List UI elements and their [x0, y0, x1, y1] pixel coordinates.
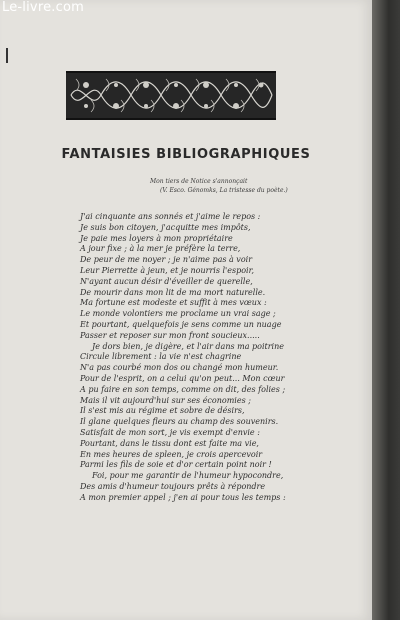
epigraph-line: (V. Esco. Génomks, La tristesse du poète.) — [160, 187, 288, 194]
poem-line: Le monde volontiers me proclame un vrai sage ; — [80, 309, 276, 319]
decorative-header-ornament — [66, 71, 276, 120]
poem-line: Satisfait de mon sort, je vis exempt d'envie : — [80, 427, 260, 437]
poem-line: En mes heures de spleen, je crois apercevoir — [80, 449, 263, 459]
epigraph — [150, 177, 288, 195]
poem-line: Parmi les fils de soie et d'or certain point noir ! — [80, 460, 272, 470]
poem-line: A mon premier appel ; j'en ai pour tous les temps : — [80, 492, 286, 502]
poem-body — [80, 212, 286, 504]
poem-line: Leur Pierrette à jeun, et je nourris l'espoir, — [80, 265, 255, 275]
poem-line: Pourtant, dans le tissu dont est faite ma vie, — [80, 438, 259, 448]
poem-line: N'a pas courbé mon dos ou changé mon humeur. — [80, 363, 279, 373]
poem-line: Et pourtant, quelquefois je sens comme un nuage — [80, 319, 282, 329]
poem-line: Je suis bon citoyen, j'acquitte mes impôts, — [80, 222, 251, 232]
poem-line: De peur de me noyer ; je n'aime pas à voir — [80, 255, 253, 265]
poem-line: J'ai cinquante ans sonnés et j'aime le repos : — [80, 212, 261, 221]
watermark: Le-livre.com — [2, 0, 84, 15]
epigraph-line: Mon tiers de Notice s'annonçait — [150, 178, 248, 185]
poem-line: Je dors bien, je digère, et l'air dans ma poitrine — [92, 341, 284, 351]
poem-line: Circule librement : la vie n'est chagrine — [80, 352, 242, 362]
poem-line: Passer et reposer sur mon front soucieux..... — [80, 330, 260, 340]
poem-line: Des amis d'humeur toujours prêts à répondre — [80, 481, 266, 491]
poem-line: Il glane quelques fleurs au champ des souvenirs. — [80, 417, 279, 427]
poem-line: Ma fortune est modeste et suffit à mes vœux : — [80, 298, 267, 308]
poem-line: Pour de l'esprit, on a celui qu'on peut... Mon cœur — [80, 373, 285, 383]
poem-line: A pu faire en son temps, comme on dit, des folies ; — [80, 384, 286, 394]
poem-line: Je paie mes loyers à mon propriétaire — [80, 233, 233, 243]
margin-mark — [6, 48, 8, 63]
page-title: FANTAISIES BIBLIOGRAPHIQUES — [61, 147, 311, 162]
page-edge — [372, 0, 400, 620]
poem-line: Mais il vit aujourd'hui sur ses économies ; — [80, 395, 251, 405]
poem-line: Foi, pour me garantir de l'humeur hypocondre, — [92, 471, 284, 481]
poem-line: Il s'est mis au régime et sobre de désirs, — [80, 406, 245, 416]
poem-line: N'ayant aucun désir d'éveiller de querelle, — [80, 276, 253, 286]
poem-line: De mourir dans mon lit de ma mort naturelle. — [80, 287, 266, 297]
poem-line: A jour fixe ; à la mer je préfère la terre, — [80, 244, 241, 254]
